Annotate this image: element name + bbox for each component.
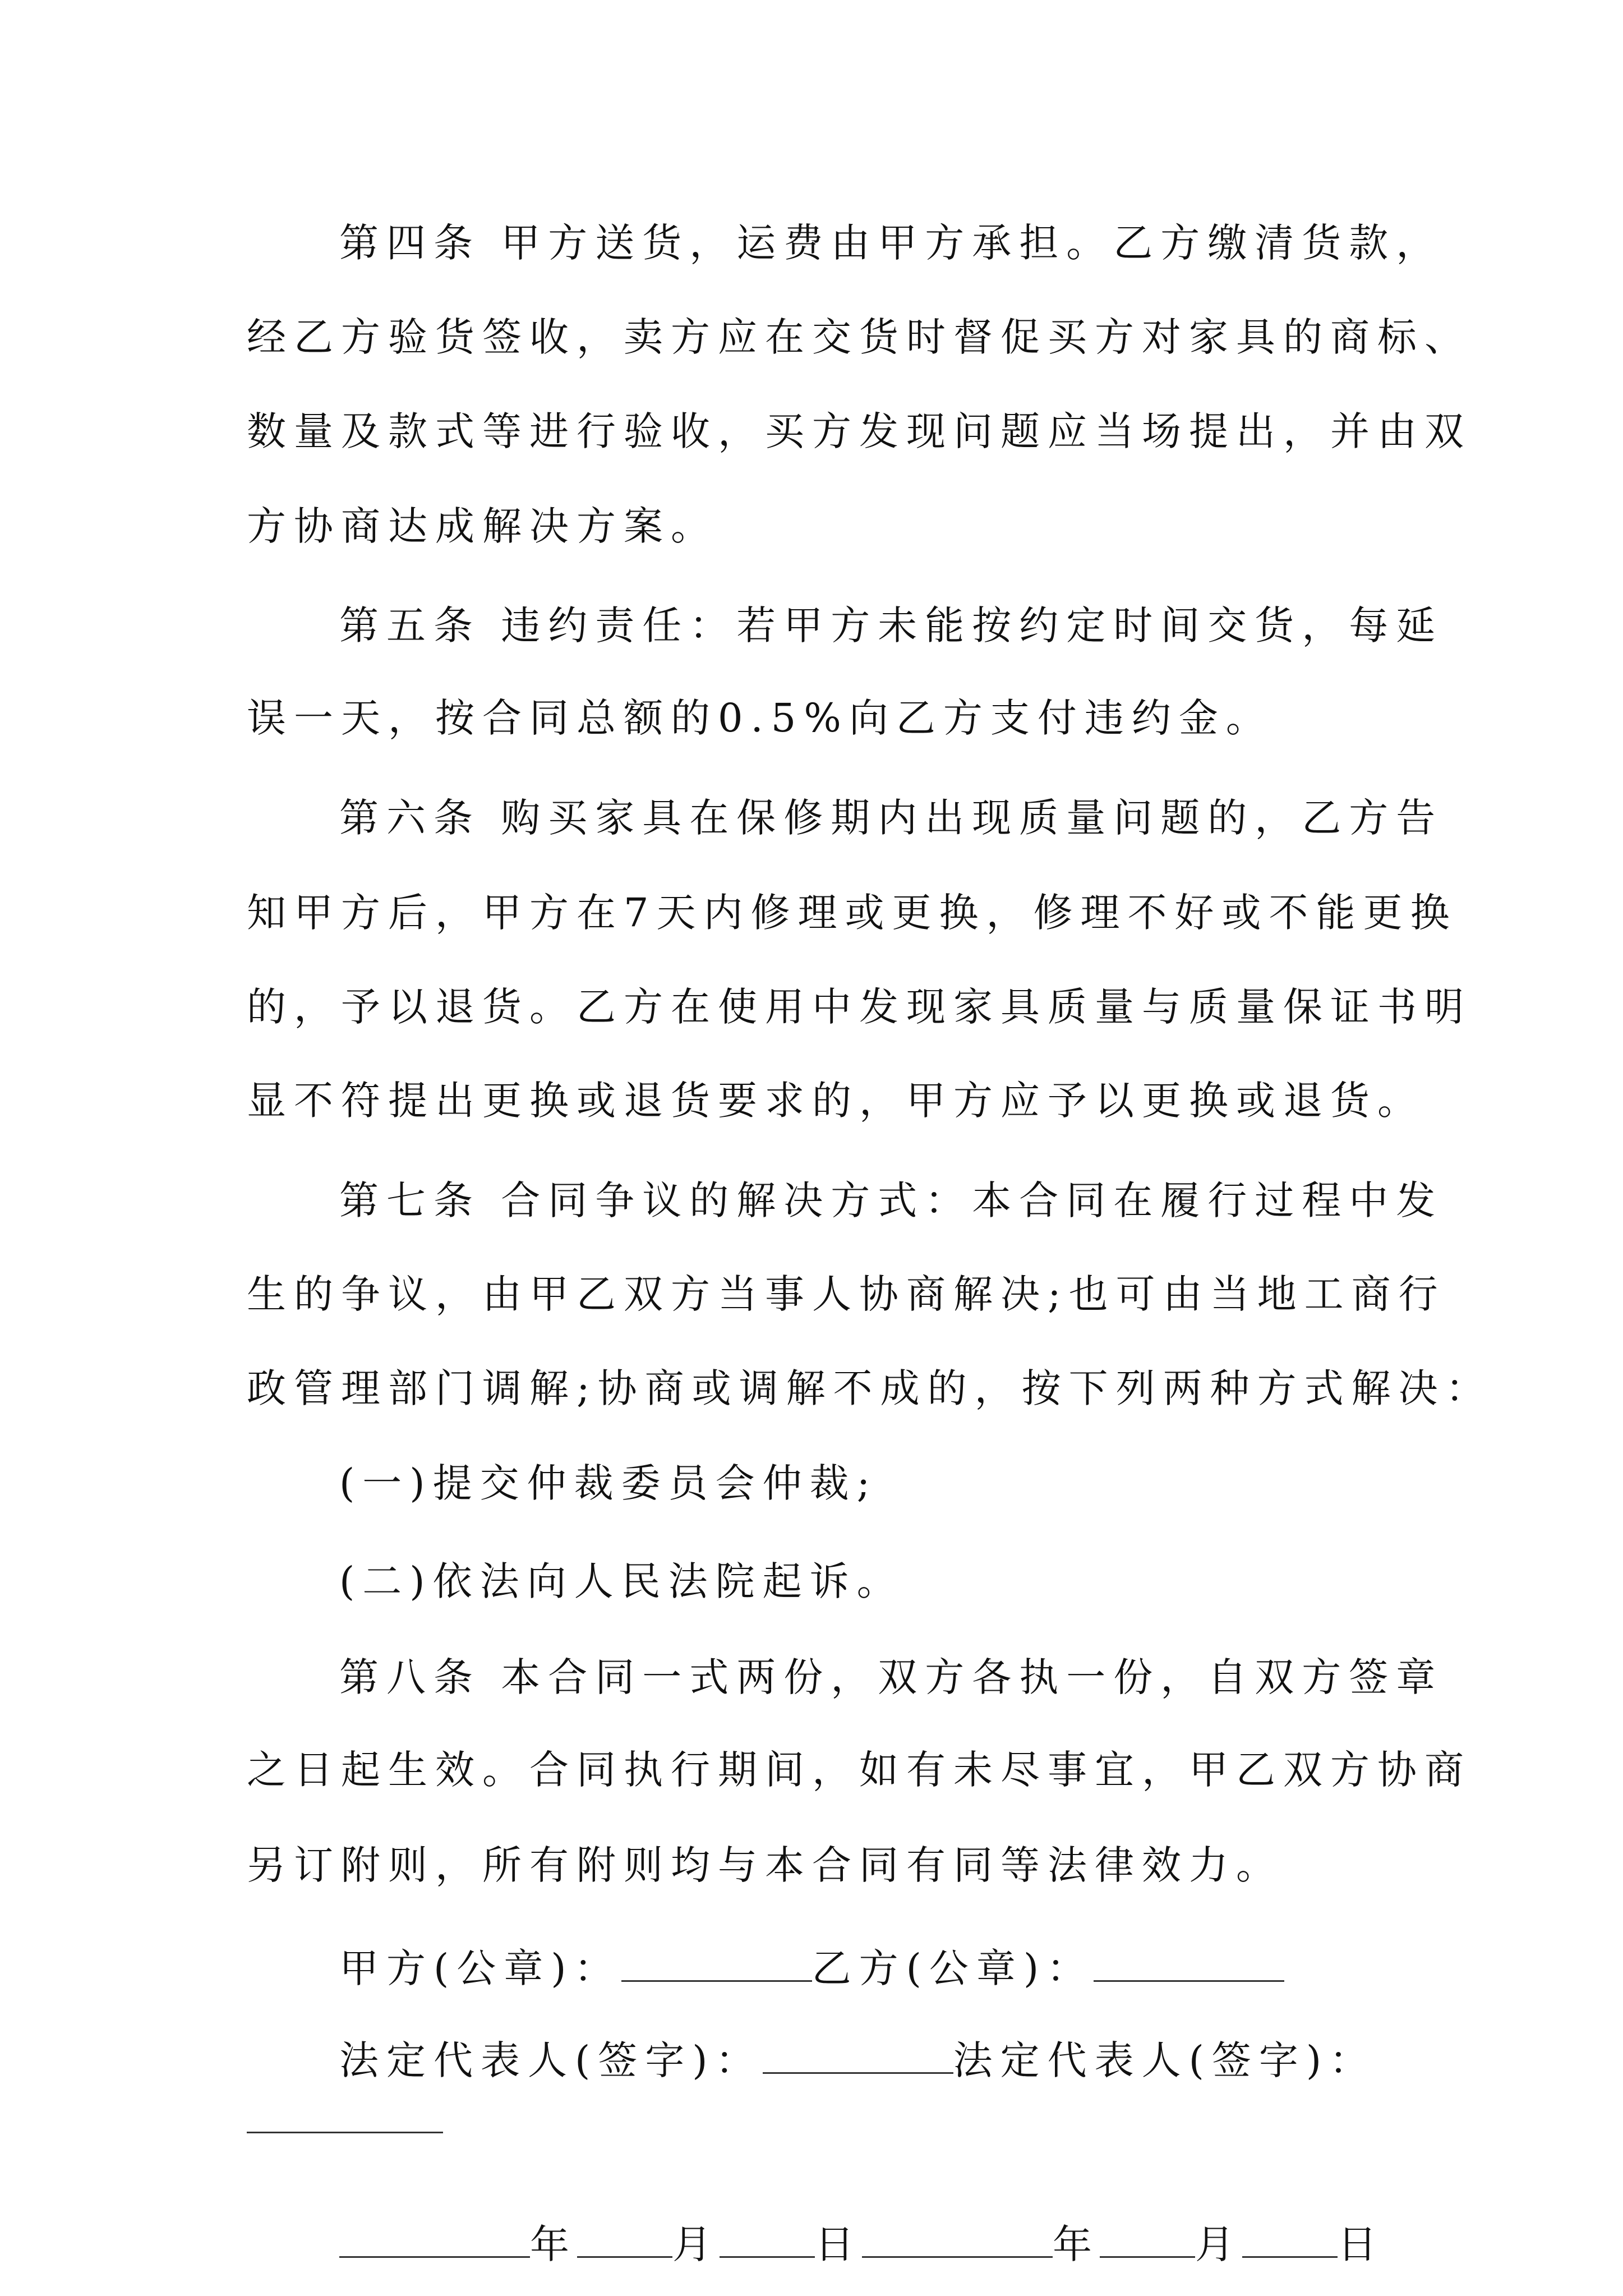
- art6-line-3: 的，予以退货。乙方在使用中发现家具质量与质量保证书明: [247, 984, 1472, 1030]
- art5-line-1: 第五条 违约责任：若甲方未能按约定时间交货，每延: [339, 602, 1444, 648]
- art6-line-2: 知甲方后，甲方在7天内修理或更换，修理不好或不能更换: [247, 890, 1458, 936]
- date-b-year-label: 年: [1053, 2221, 1100, 2267]
- date-b-day-blank: [1242, 2216, 1338, 2258]
- art4-line-3: 数量及款式等进行验收，买方发现问题应当场提出，并由双: [247, 408, 1472, 454]
- art7-line-2: 生的争议，由甲乙双方当事人协商解决;也可由当地工商行: [247, 1271, 1446, 1317]
- rep-a-label: 法定代表人(签字)：: [339, 2037, 763, 2083]
- art5-line-2: 误一天，按合同总额的0.5%向乙方支付违约金。: [247, 695, 1273, 741]
- date-a-year-label: 年: [530, 2221, 577, 2267]
- date-line: [339, 2216, 1385, 2266]
- art6-line-1: 第六条 购买家具在保修期内出现质量问题的，乙方告: [339, 795, 1444, 841]
- art8-line-1: 第八条 本合同一式两份，双方各执一份，自双方签章: [339, 1654, 1444, 1700]
- art6-line-4: 显不符提出更换或退货要求的，甲方应予以更换或退货。: [247, 1078, 1424, 1124]
- party-a-seal-blank: [621, 1940, 812, 1982]
- rep-b-label: 法定代表人(签字)：: [953, 2037, 1377, 2083]
- option-2: (二)依法向人民法院起诉。: [339, 1558, 904, 1604]
- art7-line-3: 政管理部门调解;协商或调解不成的，按下列两种方式解决：: [247, 1365, 1493, 1411]
- date-b-year-blank: [862, 2216, 1053, 2258]
- party-b-seal-label: 乙方(公章)：: [811, 1945, 1094, 1991]
- date-a-year-blank: [339, 2216, 530, 2258]
- option-1: (一)提交仲裁委员会仲裁;: [339, 1460, 878, 1506]
- date-b-month-blank: [1100, 2216, 1195, 2258]
- art8-line-3: 另订附则，所有附则均与本合同有同等法律效力。: [247, 1842, 1283, 1888]
- date-a-month-blank: [577, 2216, 672, 2258]
- art7-line-1: 第七条 合同争议的解决方式：本合同在履行过程中发: [339, 1177, 1444, 1223]
- art8-line-2: 之日起生效。合同执行期间，如有未尽事宜，甲乙双方协商: [247, 1747, 1472, 1793]
- date-a-month-label: 月: [672, 2221, 720, 2267]
- party-b-seal-blank: [1094, 1940, 1284, 1982]
- date-a-day-blank: [720, 2216, 815, 2258]
- seal-line: [339, 1940, 1284, 1990]
- party-a-seal-label: 甲方(公章)：: [339, 1945, 621, 1991]
- art4-line-4: 方协商达成解决方案。: [247, 503, 718, 549]
- date-a-day-label: 日: [815, 2221, 862, 2267]
- date-b-month-label: 月: [1195, 2221, 1242, 2267]
- rep-a-blank: [763, 2032, 953, 2074]
- rep-line: [339, 2032, 1376, 2082]
- date-b-day-label: 日: [1338, 2221, 1385, 2267]
- rep-b-blank: [247, 2132, 443, 2133]
- art4-line-1: 第四条 甲方送货，运费由甲方承担。乙方缴清货款，: [339, 220, 1444, 266]
- art4-line-2: 经乙方验货签收，卖方应在交货时督促买方对家具的商标、: [247, 314, 1472, 360]
